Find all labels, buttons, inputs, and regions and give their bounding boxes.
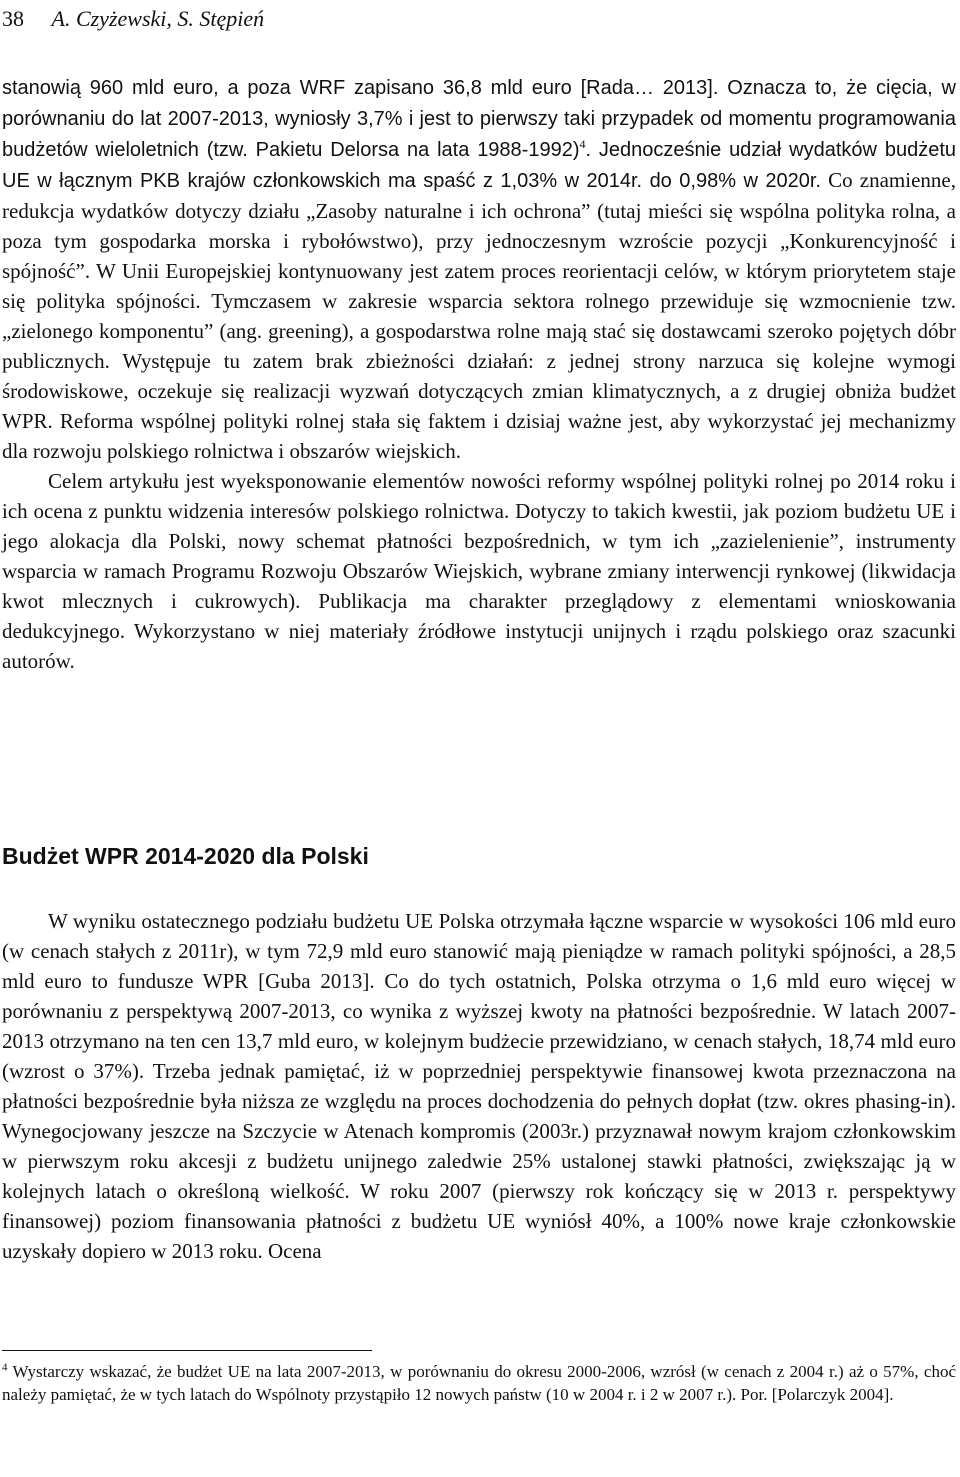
intro-paragraph — [2, 72, 956, 466]
aim-paragraph: Celem artykułu jest wyeksponowanie elementów nowości reformy wspólnej polityki rolnej po 2014 roku i ich ocena z punktu widzenia interesów polskiego rolnictwa. Dotyczy to takich kwestii, jak poziom budżetu UE i jego alokacja dla Polski, nowy schemat płatności bezpośrednich, w tym ich „zazielenienie”, instrumenty wsparcia w ramach Programu Rozwoju Obszarów Wiejskich, wybrane zmiany interwencji rynkowej (likwidacja kwot mlecznych i cukrowych). Publikacja ma charakter przeglądowy z elementami wnioskowania dedukcyjnego. Wykorzystano w niej materiały źródłowe instytucji unijnych i rządu polskiego oraz szacunki autorów. — [2, 469, 956, 673]
main-text — [2, 72, 956, 676]
running-authors: A. Czyżewski, S. Stępień — [51, 6, 265, 31]
intro-text-sans: stanowią 960 mld euro, a poza WRF zapisano 36,8 mld euro [Rada… 2013]. Oznacza to, że cięcia, w porównaniu do lat 2007-2013, wyniosły 3,7% i jest to pierwszy taki przypadek od momentu programowania budżetów wieloletnich (tzw. Pakietu Delorsa na lata 1988-1992) — [2, 77, 956, 161]
section-paragraph: W wyniku ostatecznego podziału budżetu UE Polska otrzymała łączne wsparcie w wysokości 106 mld euro (w cenach stałych z 2011r), w tym 72,9 mld euro stanowić mają pieniądze w ramach polityki spójności, a 28,5 mld euro to fundusze WPR [Guba 2013]. Co do tych ostatnich, Polska otrzyma o 1,6 mld euro więcej w porównaniu z perspektywą 2007-2013, co wynika z wyższej kwoty na płatności bezpośrednie. W latach 2007-2013 otrzymano na ten cen 13,7 mld euro, w kolejnym budżecie przewidziano, w cenach stałych, 18,74 mld euro (wzrost o 37%). Trzeba jednak pamiętać, iż w poprzedniej perspektywie finansowej kwota przeznaczona na płatności bezpośrednie była niższa ze względu na proces dochodzenia do pełnych dopłat (tzw. okres phasing-in). Wynegocjowany jeszcze na Szczycie w Atenach kompromis (2003r.) przyznawał nowym krajom członkowskim w pierwszym roku akcesji z budżetu unijnego zaledwie 25% ustalonej stawki płatności, zwiększając ją w kolejnych latach o określoną wielkość. W roku 2007 (pierwszy rok kończący się w 2013 r. perspektywy finansowej) poziom finansowania płatności z budżetu UE wyniósł 40%, a 100% nowe kraje członkowskie uzyskały dopiero w 2013 roku. Ocena — [2, 909, 956, 1263]
intro-text-sans-2: . Jednocześnie udział wydatków budżetu UE w łącznym PKB krajów członkowskich ma spaść z 1,03% w 2014r. do 0,98% w 2020r. — [2, 139, 957, 192]
footnote-reference[interactable]: 4 — [579, 137, 586, 151]
footnote-text: Wystarczy wskazać, że budżet UE na lata 2007-2013, w porównaniu do okresu 2000-2006, wzrósł (w cenach z 2004 r.) aż o 57%, choć należy pamiętać, że w tych latach do Wspólnoty przystąpiło 12 nowych państw (10 w 2004 r. i 2 w 2007 r.). Por. [Polarczyk 2004]. — [2, 1362, 956, 1404]
running-header — [2, 4, 264, 34]
footnote-separator — [2, 1350, 372, 1351]
footnote — [2, 1360, 956, 1406]
page-number: 38 — [2, 6, 24, 31]
section-heading: Budżet WPR 2014-2020 dla Polski — [2, 843, 369, 869]
intro-text-serif: Co znamienne, redukcja wydatków dotyczy działu „Zasoby naturalne i ich ochrona” (tutaj mieści się wspólna polityka rolna, a poza tym gospodarka morska i rybołówstwo), przy jednoczesnym wzroście pozycji „Konkurencyjność i spójność”. W Unii Europejskiej kontynuowany jest zatem proces reorientacji celów, w którym priorytetem staje się polityka spójności. Tymczasem w zakresie wsparcia sektora rolnego przewiduje się wzmocnienie tzw. „zielonego komponentu” (ang. greening), a gospodarstwa rolne mają stać się dostawcami szeroko pojętych dóbr publicznych. Występuje tu zatem brak zbieżności działań: z jednej strony narzuca się kolejne wymogi środowiskowe, oczekuje się realizacji wyzwań dotyczących zmian klimatycznych, a z drugiej obniża budżet WPR. Reforma wspólnej polityki rolnej stała się faktem i dzisiaj ważne jest, aby wykorzystać jej mechanizmy dla rozwoju polskiego rolnictwa i obszarów wiejskich. — [2, 168, 956, 463]
footnote-marker: 4 — [2, 1361, 8, 1374]
section-text — [2, 906, 956, 1266]
